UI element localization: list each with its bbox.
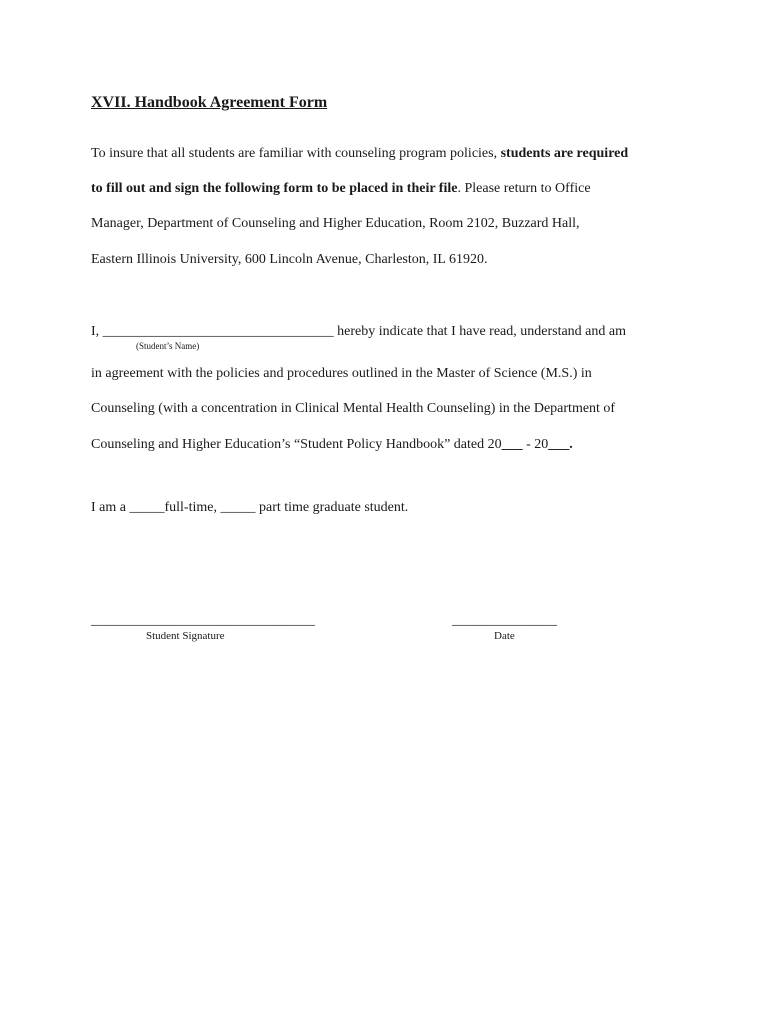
statement-text: Counseling and Higher Education’s “Student Policy Handbook” dated 20 xyxy=(91,437,502,452)
intro-emphasis: students are required xyxy=(500,146,629,161)
part-time-label: part time graduate student. xyxy=(255,500,409,515)
student-signature-label: Student Signature xyxy=(146,630,225,642)
status-prefix: I am a xyxy=(91,500,130,515)
intro-emphasis: to fill out and sign the following form to be placed in their file xyxy=(91,181,458,196)
student-name-field[interactable]: _________________________________ xyxy=(102,324,334,339)
statement-prefix: I, xyxy=(91,324,103,339)
intro-text: . Please return to Office xyxy=(457,181,591,196)
enrollment-status-line xyxy=(91,499,408,517)
intro-line-2 xyxy=(91,180,591,198)
full-time-label: full-time, xyxy=(164,500,221,515)
intro-line-3: Manager, Department of Counseling and Higher Education, Room 2102, Buzzard Hall, xyxy=(91,216,580,231)
start-year-field[interactable]: ___ xyxy=(501,437,523,452)
form-title: XVII. Handbook Agreement Form xyxy=(91,94,328,111)
student-name-caption: (Student’s Name) xyxy=(136,341,200,351)
statement-text: hereby indicate that I have read, understand and am xyxy=(333,324,626,339)
intro-line-4: Eastern Illinois University, 600 Lincoln Avenue, Charleston, IL 61920. xyxy=(91,252,488,267)
end-year-field[interactable]: ___ xyxy=(548,437,570,452)
date-field[interactable]: _______________ xyxy=(452,613,557,628)
date-label: Date xyxy=(494,630,515,642)
statement-line-3: Counseling (with a concentration in Clinical Mental Health Counseling) in the Department of xyxy=(91,401,616,416)
statement-period: . xyxy=(569,437,573,452)
part-time-field[interactable]: _____ xyxy=(220,500,256,515)
student-signature-field[interactable]: ________________________________ xyxy=(91,613,315,628)
intro-text: To insure that all students are familiar with counseling program policies, xyxy=(91,146,501,161)
intro-line-1 xyxy=(91,145,628,163)
statement-text: - 20 xyxy=(522,437,549,452)
statement-line-1 xyxy=(91,323,626,341)
statement-line-2: in agreement with the policies and procedures outlined in the Master of Science (M.S.) in xyxy=(91,366,592,381)
statement-line-4 xyxy=(91,436,573,454)
full-time-field[interactable]: _____ xyxy=(129,500,165,515)
